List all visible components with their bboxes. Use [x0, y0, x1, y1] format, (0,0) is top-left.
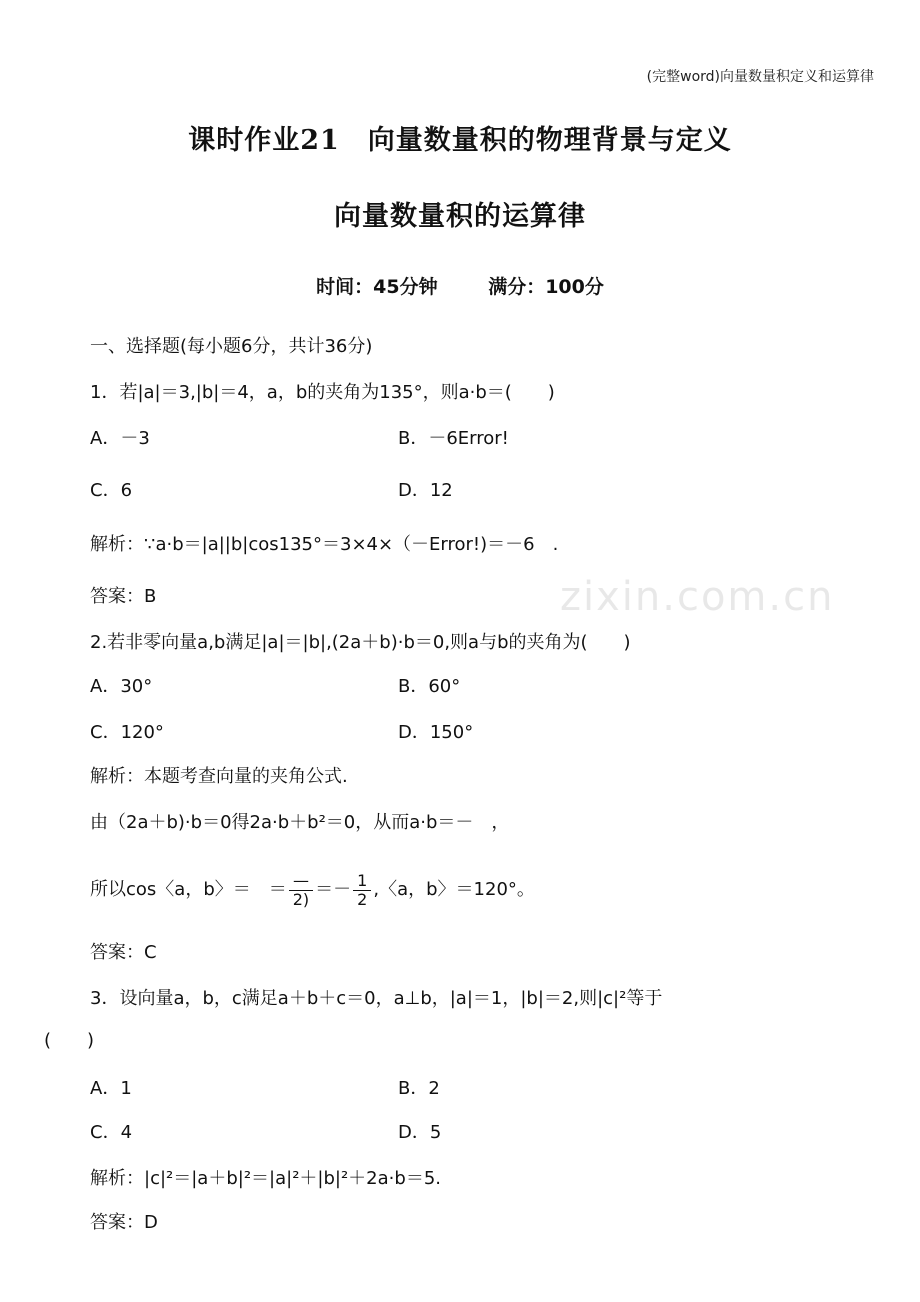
q1-analysis: 解析：∵a·b＝|a||b|cos135°＝3×4×（－Error!)＝－6 . — [90, 534, 559, 555]
q3-option-c: C．4 — [90, 1122, 133, 1143]
q2-option-c: C．120° — [90, 722, 164, 743]
fraction-1-denominator: 2) — [292, 889, 310, 909]
fraction-2-denominator: 2 — [357, 889, 368, 909]
fraction-2 — [353, 872, 371, 909]
q2-analysis-2: 由（2a＋b)·b＝0得2a·b＋b²＝0，从而a·b＝－ ， — [90, 812, 510, 833]
q3-option-d: D．5 — [398, 1122, 442, 1143]
q3-option-a: A．1 — [90, 1078, 132, 1099]
fraction-2-numerator: 1 — [353, 872, 371, 891]
q1-answer: 答案：B — [90, 586, 157, 607]
q2-answer: 答案：C — [90, 942, 157, 963]
q1-option-c: C．6 — [90, 480, 133, 501]
q2-option-b: B．60° — [398, 676, 461, 697]
exam-meta — [0, 272, 920, 299]
q2-option-d: D．150° — [398, 722, 474, 743]
section-heading: 一、选择题(每小题6分，共计36分) — [90, 336, 373, 357]
watermark: zixin.com.cn — [560, 574, 835, 620]
q2-analysis-3-mid: ＝－ — [315, 879, 352, 900]
document-header: (完整word)向量数量积定义和运算律 — [646, 69, 874, 85]
q1-option-b: B．－6Error! — [398, 428, 509, 449]
q1-stem: 1．若|a|＝3,|b|＝4，a，b的夹角为135°，则a·b＝( ) — [90, 382, 555, 403]
page-title: 课时作业21 向量数量积的物理背景与定义 — [188, 125, 732, 156]
time-limit: 时间：45分钟 — [316, 276, 438, 298]
q2-analysis-3-post: ,〈a，b〉＝120°。 — [373, 879, 535, 900]
q3-analysis: 解析：|c|²＝|a＋b|²＝|a|²＋|b|²＋2a·b＝5. — [90, 1168, 441, 1189]
q3-stem-continued: ( ) — [44, 1030, 95, 1051]
full-score: 满分：100分 — [488, 276, 604, 298]
q3-answer: 答案：D — [90, 1212, 158, 1233]
q2-option-a: A．30° — [90, 676, 153, 697]
q1-option-d: D．12 — [398, 480, 453, 501]
q1-option-a: A．－3 — [90, 428, 150, 449]
fraction-1 — [289, 872, 313, 909]
page-subtitle: 向量数量积的运算律 — [334, 201, 586, 232]
q2-analysis-1: 解析：本题考查向量的夹角公式. — [90, 766, 348, 787]
q2-analysis-3 — [90, 862, 535, 918]
q2-stem: 2.若非零向量a,b满足|a|＝|b|,(2a＋b)·b＝0,则a与b的夹角为( ) — [90, 632, 631, 653]
q3-option-b: B．2 — [398, 1078, 440, 1099]
q2-analysis-3-pre: 所以cos〈a，b〉＝ ＝ — [90, 879, 287, 900]
q3-stem: 3．设向量a，b，c满足a＋b＋c＝0，a⊥b，|a|＝1，|b|＝2,则|c|²等于 — [90, 988, 663, 1009]
fraction-1-numerator: — — [289, 872, 313, 891]
